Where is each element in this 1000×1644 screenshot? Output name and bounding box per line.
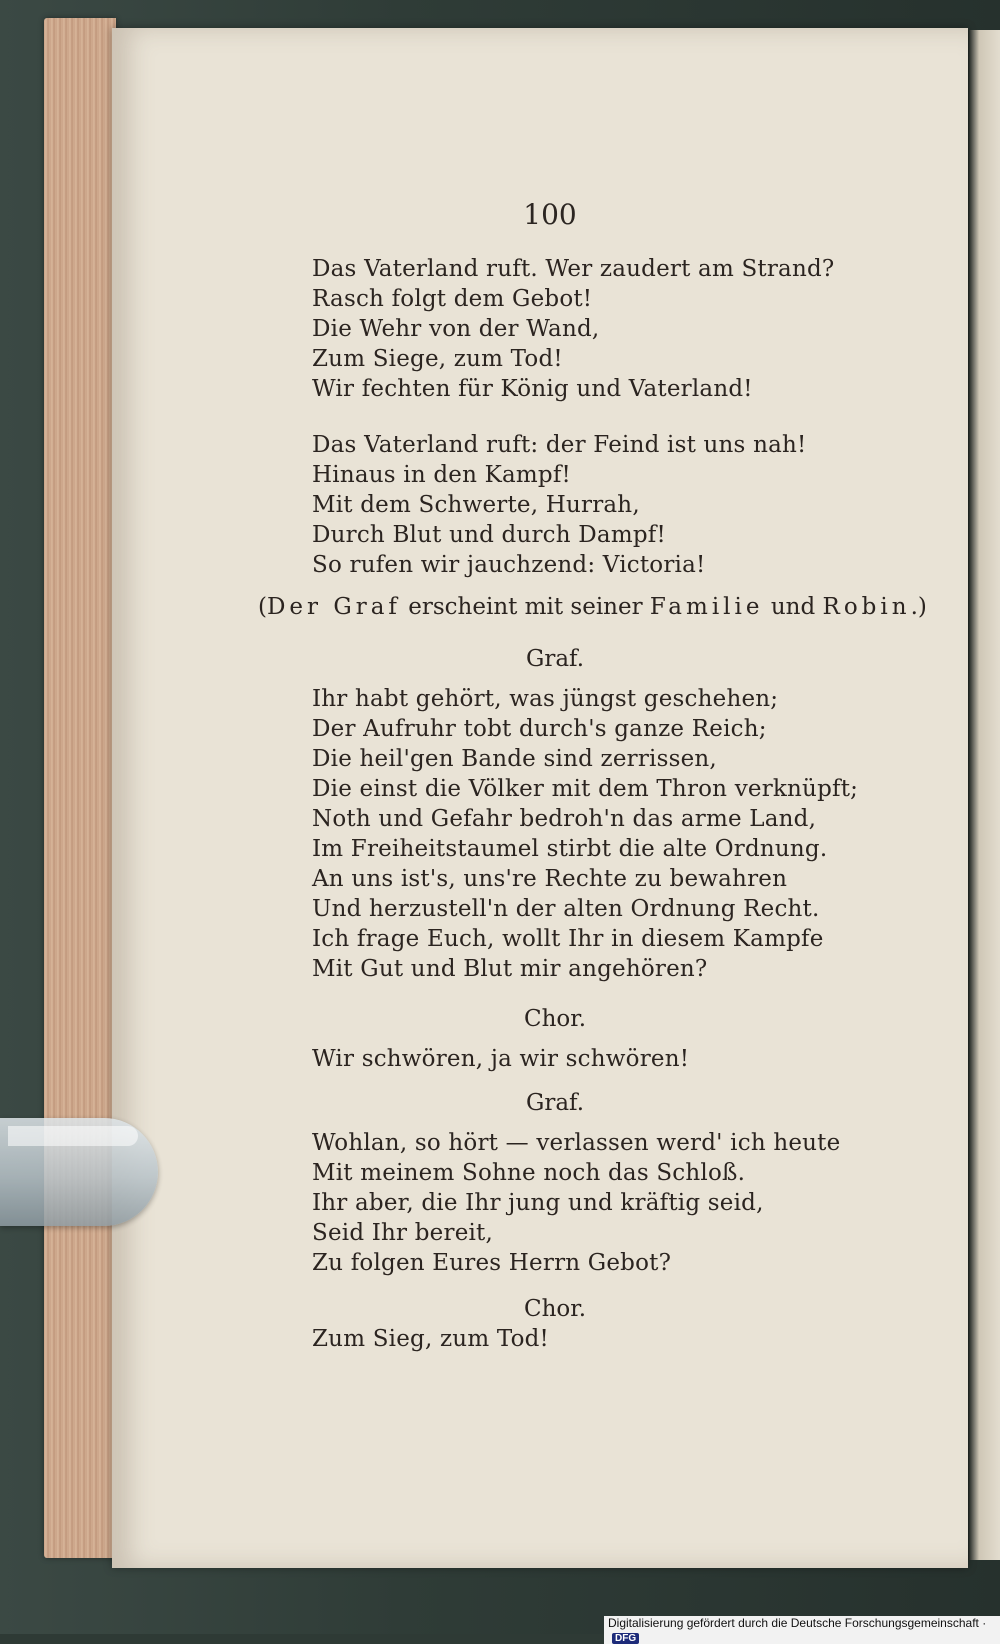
speech-line: Im Freiheitstaumel stirbt die alte Ordnung. <box>312 836 828 862</box>
speech-line: Wir schwören, ja wir schwören! <box>312 1046 690 1072</box>
speech-line: Wohlan, so hört — verlassen werd' ich heute <box>312 1130 841 1156</box>
speech-line: Die heil'gen Bande sind zerrissen, <box>312 746 717 772</box>
page-clip-highlight <box>8 1126 138 1146</box>
page-number: 100 <box>523 198 577 231</box>
speech-line: Seid Ihr bereit, <box>312 1220 494 1246</box>
verse-line: So rufen wir jauchzend: Victoria! <box>312 552 706 578</box>
speech-line: Die einst die Völker mit dem Thron verknüpft; <box>312 776 859 802</box>
speech-line: Der Aufruhr tobt durch's ganze Reich; <box>312 716 767 742</box>
speech-line: Zu folgen Eures Herrn Gebot? <box>312 1250 672 1276</box>
speaker-label: Chor. <box>523 1006 587 1032</box>
verse-line: Hinaus in den Kampf! <box>312 462 571 488</box>
stage-direction: (Der Graf erscheint mit seiner Familie und Robin.) <box>258 594 927 620</box>
speech-line: Ihr aber, die Ihr jung und kräftig seid, <box>312 1190 764 1216</box>
speaker-label: Chor. <box>523 1296 587 1322</box>
speech-line: Mit meinem Sohne noch das Schloß. <box>312 1160 746 1186</box>
speech-line: Zum Sieg, zum Tod! <box>312 1326 550 1352</box>
dfg-logo: DFG <box>612 1633 639 1644</box>
speech-line: Ihr habt gehört, was jüngst geschehen; <box>312 686 779 712</box>
verse-line: Das Vaterland ruft: der Feind ist uns nah! <box>312 432 807 458</box>
digitization-credit: Digitalisierung gefördert durch die Deutsche Forschungsgemeinschaft ·DFG <box>604 1616 1000 1644</box>
verse-line: Das Vaterland ruft. Wer zaudert am Strand? <box>312 256 835 282</box>
speaker-label: Graf. <box>525 1090 585 1116</box>
speaker-label: Graf. <box>525 646 585 672</box>
verse-line: Mit dem Schwerte, Hurrah, <box>312 492 640 518</box>
verse-line: Zum Siege, zum Tod! <box>312 346 563 372</box>
verse-line: Die Wehr von der Wand, <box>312 316 600 342</box>
speech-line: Ich frage Euch, wollt Ihr in diesem Kampfe <box>312 926 824 952</box>
verse-line: Wir fechten für König und Vaterland! <box>312 376 753 402</box>
verse-line: Durch Blut und durch Dampf! <box>312 522 666 548</box>
verse-line: Rasch folgt dem Gebot! <box>312 286 593 312</box>
speech-line: Noth und Gefahr bedroh'n das arme Land, <box>312 806 817 832</box>
speech-line: Mit Gut und Blut mir angehören? <box>312 956 708 982</box>
speech-line: Und herzustell'n der alten Ordnung Recht. <box>312 896 820 922</box>
speech-line: An uns ist's, uns're Rechte zu bewahren <box>312 866 788 892</box>
